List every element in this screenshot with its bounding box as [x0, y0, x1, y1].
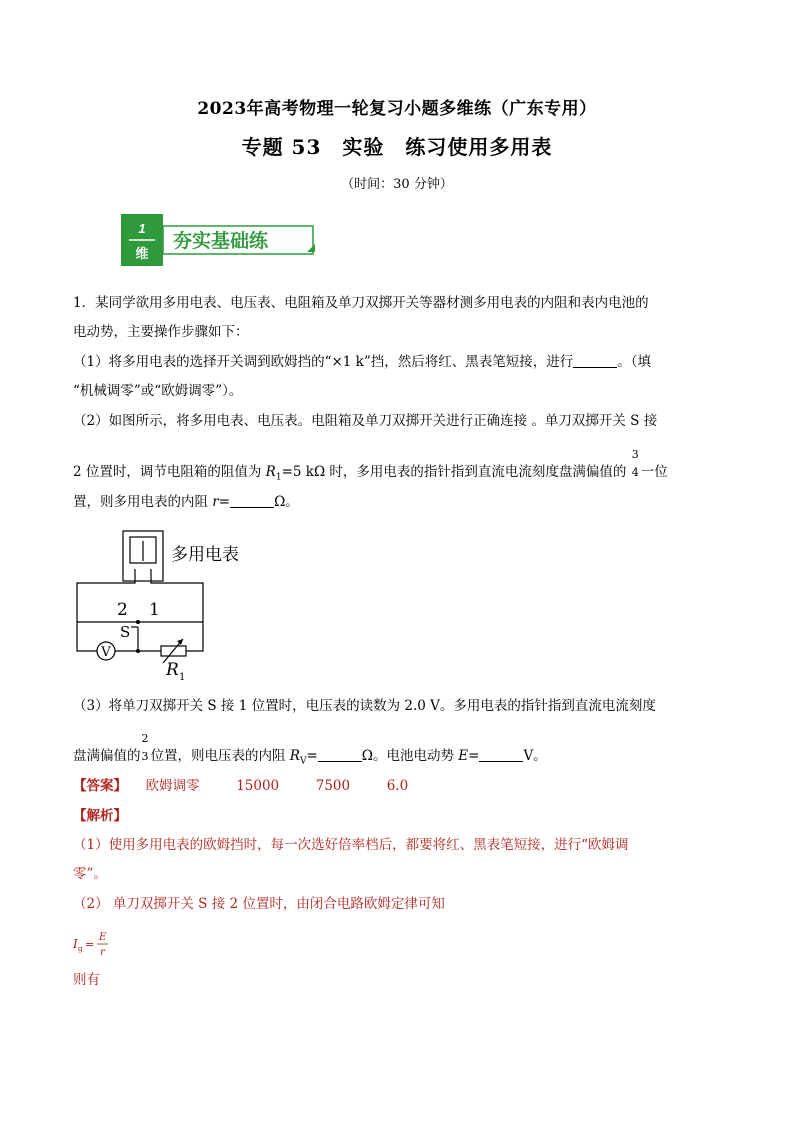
resistor-subscript: 1 [179, 672, 186, 683]
fraction-denominator: 4 [631, 465, 639, 479]
formula-numerator: E [99, 932, 107, 943]
fraction-three-quarters [631, 447, 641, 483]
answer-blank-1[interactable] [573, 353, 617, 368]
resistor-label: R [166, 660, 179, 680]
e-symbol: E [458, 748, 469, 764]
part2-line-a: （2）如图所示，将多用电表、电压表。电阻箱及单刀双掷开关进行正确连接 。单刀双掷开关 S 接 [73, 413, 658, 429]
part1-text-b: 。（填 [617, 354, 652, 370]
switch-node [136, 620, 140, 624]
analysis-line-4: 则有 [73, 972, 100, 988]
answer-tag: 【答案】 [73, 778, 127, 794]
fraction-numerator: 3 [631, 447, 639, 461]
part2c-text-pre: 置，则多用电表的内阻 [73, 494, 213, 510]
part3-text-mid: 位置，则电压表的内阻 [150, 748, 290, 764]
part2-text-pre: 2 位置时，调节电阻箱的阻值为 [73, 464, 266, 480]
formula-lhs-sub: g [78, 945, 83, 953]
part1-line-a [73, 352, 651, 372]
analysis-line-1: （1）使用多用电表的欧姆挡时，每一次选好倍率档后，都要将红、黑表笔短接，进行“欧姆调 [73, 837, 629, 853]
section-banner [117, 212, 327, 268]
question-line-2: 电动势，主要操作步骤如下： [73, 324, 249, 340]
answer-3: 7500 [315, 778, 351, 794]
part3-text-pre: 盘满偏值的 [73, 748, 141, 764]
answer-4: 6.0 [386, 778, 409, 794]
doc-time: （时间：30 分钟） [341, 177, 453, 192]
part3-eq: = [306, 748, 318, 764]
part3-line-b [73, 731, 547, 772]
switch-pos-1: 1 [149, 600, 160, 620]
fraction-denominator: 3 [141, 749, 149, 763]
formula-equals: = [85, 938, 95, 951]
banner-label: 夯实基础练 [173, 230, 269, 252]
banner-badge-bottom: 维 [135, 247, 149, 262]
switch-label: S [120, 623, 131, 641]
r-symbol: r [212, 494, 219, 510]
rheostat-arrowhead [177, 639, 183, 645]
fraction-two-thirds [141, 731, 151, 767]
question-line-1: 1．某同学欲用多用电表、电压表、电阻箱及单刀双掷开关等器材测多用电表的内阻和表内电池的 [73, 295, 649, 311]
formula-denominator: r [100, 947, 105, 958]
multimeter-label: 多用电表 [171, 545, 239, 565]
part3-eq2: = [468, 748, 480, 764]
part3-line-a: （3）将单刀双掷开关 S 接 1 位置时，电压表的读数为 2.0 V。多用电表的指针指到直流电流刻度 [73, 698, 656, 714]
part3-unit: Ω。电池电动势 [361, 748, 459, 764]
doc-title: 2023年高考物理一轮复习小题多维练（广东专用） [197, 99, 597, 119]
r1-symbol: R [265, 464, 276, 480]
analysis-tag: 【解析】 [73, 808, 127, 824]
answer-blank-4[interactable] [479, 747, 523, 762]
rv-symbol: R [289, 748, 300, 764]
answer-line [73, 776, 408, 796]
doc-subtitle: 专题 53 实验 练习使用多用表 [241, 135, 553, 159]
part2-text-post: 一位 [640, 464, 668, 480]
voltmeter-label: V [101, 645, 111, 660]
analysis-line-3: （2） 单刀双掷开关 S 接 2 位置时，由闭合电路欧姆定律可知 [73, 896, 445, 912]
banner-badge-top: 1 [138, 221, 146, 236]
answer-blank-2[interactable] [230, 493, 274, 508]
switch-pivot [136, 649, 140, 653]
part2-text-mid: =5 kΩ 时，多用电表的指针指到直流电流刻度盘满偏值的 [281, 464, 631, 480]
fraction-numerator: 2 [141, 731, 149, 745]
switch-pos-2: 2 [117, 600, 128, 620]
part2-line-c [73, 492, 299, 512]
part1-line-c: “机械调零”或“欧姆调零”）。 [73, 383, 243, 399]
answer-blank-3[interactable] [318, 747, 362, 762]
part2c-eq: = [218, 494, 231, 510]
analysis-line-2: 零”。 [73, 866, 107, 882]
part1-text-a: （1）将多用电表的选择开关调到欧姆挡的“×1 k”挡，然后将红、黑表笔短接，进行 [73, 354, 574, 370]
r1-subscript: 1 [275, 472, 282, 483]
formula-ig [73, 926, 113, 962]
circuit-diagram [73, 527, 243, 687]
rv-subscript: V [299, 756, 307, 767]
answer-1: 欧姆调零 [145, 778, 200, 794]
part2c-unit: Ω。 [274, 494, 299, 510]
answer-2: 15000 [236, 778, 280, 794]
part3-volt: V。 [523, 748, 547, 764]
formula-lhs: I [73, 937, 78, 951]
part2-line-b [73, 447, 668, 488]
